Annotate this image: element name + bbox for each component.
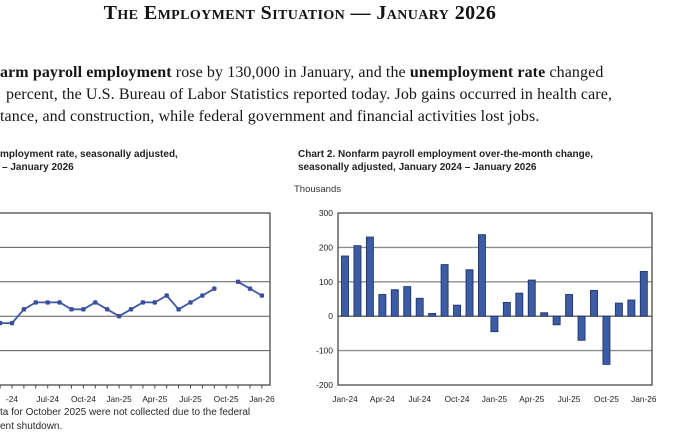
paragraph-text: changed [545,64,604,81]
unemployment-rate-line [0,289,214,337]
data-point [93,300,97,304]
body-paragraph-line-3: tance, and construction, while federal government and financial activities lost jobs. [0,108,540,125]
body-paragraph-line-2: percent, the U.S. Bureau of Labor Statistics reported today. Job gains occurred in health care, [6,86,613,103]
data-point [188,300,192,304]
bar [491,316,498,331]
data-point [34,300,38,304]
x-tick-label: Jan-25 [481,394,508,404]
data-point [81,307,85,311]
payroll-change-bar-chart [290,205,686,410]
chart2-title-line-2: seasonally adjusted, January 2024 – January 2026 [298,162,537,173]
data-point [0,321,2,325]
data-point [69,307,73,311]
x-tick-label: Jul-25 [179,394,202,404]
data-point [200,293,204,297]
bar [404,287,411,317]
bar [429,313,436,316]
bar [640,271,647,316]
data-point [165,293,169,297]
chart2-units-label: Thousands [294,184,342,195]
bar [591,290,598,316]
bar [566,295,573,317]
x-tick-label: Jul-24 [36,394,60,404]
x-tick-label: Apr-24 [369,394,395,404]
bar [553,316,560,325]
x-tick-label: Apr-25 [519,394,545,404]
x-tick-label: -24 [6,394,18,404]
y-tick-label: -200 [315,380,333,390]
unemployment-rate-line-chart [0,205,282,410]
bar [416,298,423,316]
data-point [153,300,157,304]
data-point [176,307,180,311]
bar [615,303,622,316]
data-point [22,307,26,311]
bold-phrase-payroll-employment: arm payroll employment [0,64,172,81]
y-tick-label: 200 [318,242,333,253]
y-tick-label: 300 [318,208,333,218]
data-point [212,286,216,290]
x-tick-label: Oct-24 [444,394,470,404]
bold-phrase-unemployment-rate: unemployment rate [409,64,546,81]
bar [454,305,461,316]
bar [366,237,373,316]
data-point [236,280,240,284]
x-tick-label: Oct-25 [213,394,239,404]
bar [391,290,398,316]
x-tick-label: Oct-25 [593,394,619,404]
data-point [248,286,252,290]
x-tick-label: Jul-24 [408,394,432,404]
chart1-title-line-2: – January 2026 [2,162,74,173]
x-tick-label: Jan-26 [631,394,657,404]
y-tick-label: -100 [315,345,333,356]
bar [578,316,585,340]
bar [354,246,361,317]
bar [541,313,548,316]
data-point [46,300,50,304]
chart1-footnote-line-2: ent shutdown. [0,421,63,432]
bar [478,235,485,317]
x-tick-label: Oct-24 [70,394,96,404]
bar [528,280,535,316]
paragraph-text: rose by 130,000 in January, and the [171,64,410,81]
data-point [117,314,121,318]
x-tick-label: Apr-25 [142,394,168,404]
page-title: The Employment Situation — January 2026 [103,2,497,24]
x-tick-label: Jan-25 [106,394,132,404]
bar [628,300,635,316]
chart1-title-line-1: mployment rate, seasonally adjusted, [0,149,178,160]
bar [441,265,448,317]
bar [379,295,386,317]
y-tick-label: 100 [318,276,333,287]
x-tick-label: Jan-24 [332,394,358,404]
plot-border [0,213,270,385]
x-tick-label: Jul-25 [557,394,581,404]
bar [603,316,610,364]
body-paragraph-line-1 [0,64,603,82]
bar [466,270,473,316]
y-tick-label: 0 [328,311,333,322]
chart1-footnote-line-1: ta for October 2025 were not collected due to the federal [0,407,251,418]
data-point [141,300,145,304]
data-point [129,307,133,311]
x-tick-label: Jan-26 [249,394,275,404]
chart2-title-line-1: Chart 2. Nonfarm payroll employment over-the-month change, [298,149,594,160]
data-point [10,321,14,325]
bar [503,302,510,316]
bar [516,293,523,316]
data-point [105,307,109,311]
bar [342,256,349,316]
data-point [57,300,61,304]
data-point [260,293,264,297]
